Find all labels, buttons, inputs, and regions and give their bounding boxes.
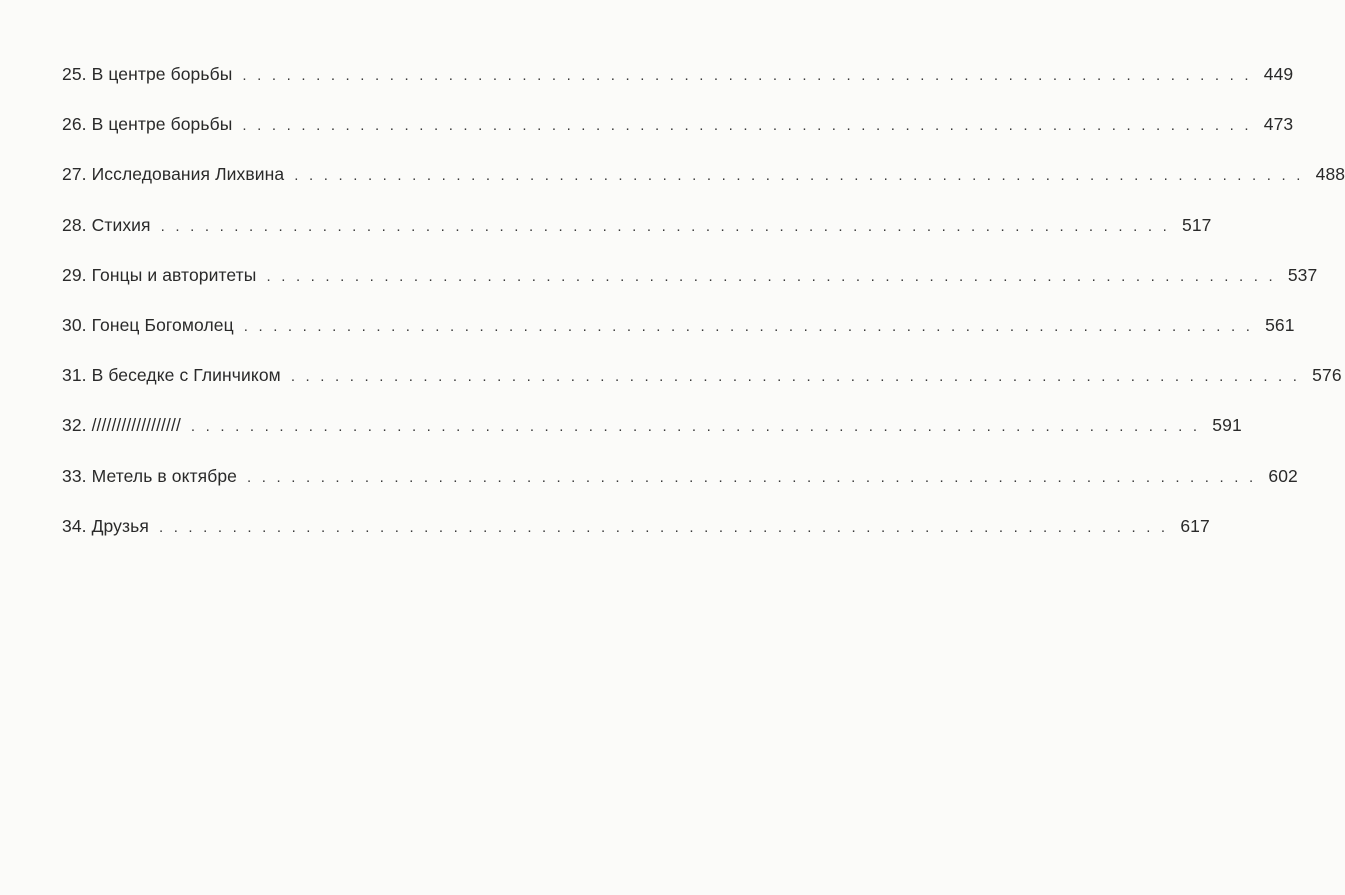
toc-dot-leader: . . . . . . . . . . . . . . . . . . . . . . . . . . . . . . . . . . . . . . . . . . . . . . . . . . . . . . . . . . . . . . . . . . . . . bbox=[160, 217, 1170, 235]
toc-entry-page: 617 bbox=[1180, 515, 1210, 536]
toc-entry-title: 30. Гонец Богомолец bbox=[62, 314, 234, 335]
toc-entry-title: 27. Исследования Лихвина bbox=[62, 164, 285, 185]
toc-entry-title: 26. В центре борьбы bbox=[62, 114, 233, 135]
toc-dot-leader: . . . . . . . . . . . . . . . . . . . . . . . . . . . . . . . . . . . . . . . . . . . . . . . . . . . . . . . . . . . . . . . . . . . . . bbox=[294, 167, 1304, 185]
toc-entry-title: 28. Стихия bbox=[62, 214, 151, 235]
toc-entry-29 bbox=[62, 264, 1318, 315]
toc-entry-28 bbox=[62, 214, 1212, 265]
toc-entry-title: 32. ////////////////// bbox=[62, 415, 181, 436]
toc-entry-31 bbox=[62, 365, 1342, 415]
toc-entry-page: 561 bbox=[1265, 314, 1295, 335]
table-of-contents bbox=[62, 64, 1345, 566]
toc-entry-page: 537 bbox=[1287, 264, 1318, 285]
toc-dot-leader: . . . . . . . . . . . . . . . . . . . . . . . . . . . . . . . . . . . . . . . . . . . . . . . . . . . . . . . . . . . . . . . . . . . . . bbox=[242, 67, 1252, 84]
toc-dot-leader: . . . . . . . . . . . . . . . . . . . . . . . . . . . . . . . . . . . . . . . . . . . . . . . . . . . . . . . . . . . . . . . . . . . . . bbox=[247, 468, 1257, 486]
toc-entry-page: 576 bbox=[1312, 365, 1342, 386]
toc-entry-page: 488 bbox=[1315, 164, 1345, 185]
toc-entry-34 bbox=[62, 515, 1210, 566]
toc-entry-27 bbox=[62, 164, 1345, 214]
toc-dot-leader: . . . . . . . . . . . . . . . . . . . . . . . . . . . . . . . . . . . . . . . . . . . . . . . . . . . . . . . . . . . . . . . . . . . . . bbox=[242, 117, 1252, 135]
toc-dot-leader: . . . . . . . . . . . . . . . . . . . . . . . . . . . . . . . . . . . . . . . . . . . . . . . . . . . . . . . . . . . . . . . . . . . . . bbox=[190, 418, 1201, 436]
toc-entry-33 bbox=[62, 465, 1298, 516]
toc-entry-title: 33. Метель в октябре bbox=[62, 465, 238, 486]
toc-entry-page: 473 bbox=[1263, 114, 1294, 135]
toc-entry-title: 25. В центре борьбы bbox=[62, 64, 233, 84]
toc-dot-leader: . . . . . . . . . . . . . . . . . . . . . . . . . . . . . . . . . . . . . . . . . . . . . . . . . . . . . . . . . . . . . . . . . . . . . bbox=[290, 368, 1301, 386]
toc-dot-leader: . . . . . . . . . . . . . . . . . . . . . . . . . . . . . . . . . . . . . . . . . . . . . . . . . . . . . . . . . . . . . . . . . . . . . bbox=[266, 267, 1276, 285]
toc-entry-title: 34. Друзья bbox=[62, 515, 149, 536]
toc-entry-page: 602 bbox=[1268, 465, 1298, 486]
toc-entry-30 bbox=[62, 314, 1295, 365]
toc-entry-page: 591 bbox=[1212, 415, 1242, 436]
toc-entry-26 bbox=[62, 114, 1294, 164]
toc-dot-leader: . . . . . . . . . . . . . . . . . . . . . . . . . . . . . . . . . . . . . . . . . . . . . . . . . . . . . . . . . . . . . . . . . . . . . bbox=[243, 317, 1254, 335]
toc-entry-page: 517 bbox=[1181, 214, 1212, 235]
toc-dot-leader: . . . . . . . . . . . . . . . . . . . . . . . . . . . . . . . . . . . . . . . . . . . . . . . . . . . . . . . . . . . . . . . . . . . . . bbox=[158, 518, 1169, 536]
toc-entry-page: 449 bbox=[1263, 64, 1294, 84]
toc-entry-title: 31. В беседке с Глинчиком bbox=[62, 365, 281, 386]
toc-entry-25 bbox=[62, 64, 1294, 114]
toc-entry-title: 29. Гонцы и авторитеты bbox=[62, 264, 257, 285]
toc-entry-32 bbox=[62, 415, 1242, 465]
